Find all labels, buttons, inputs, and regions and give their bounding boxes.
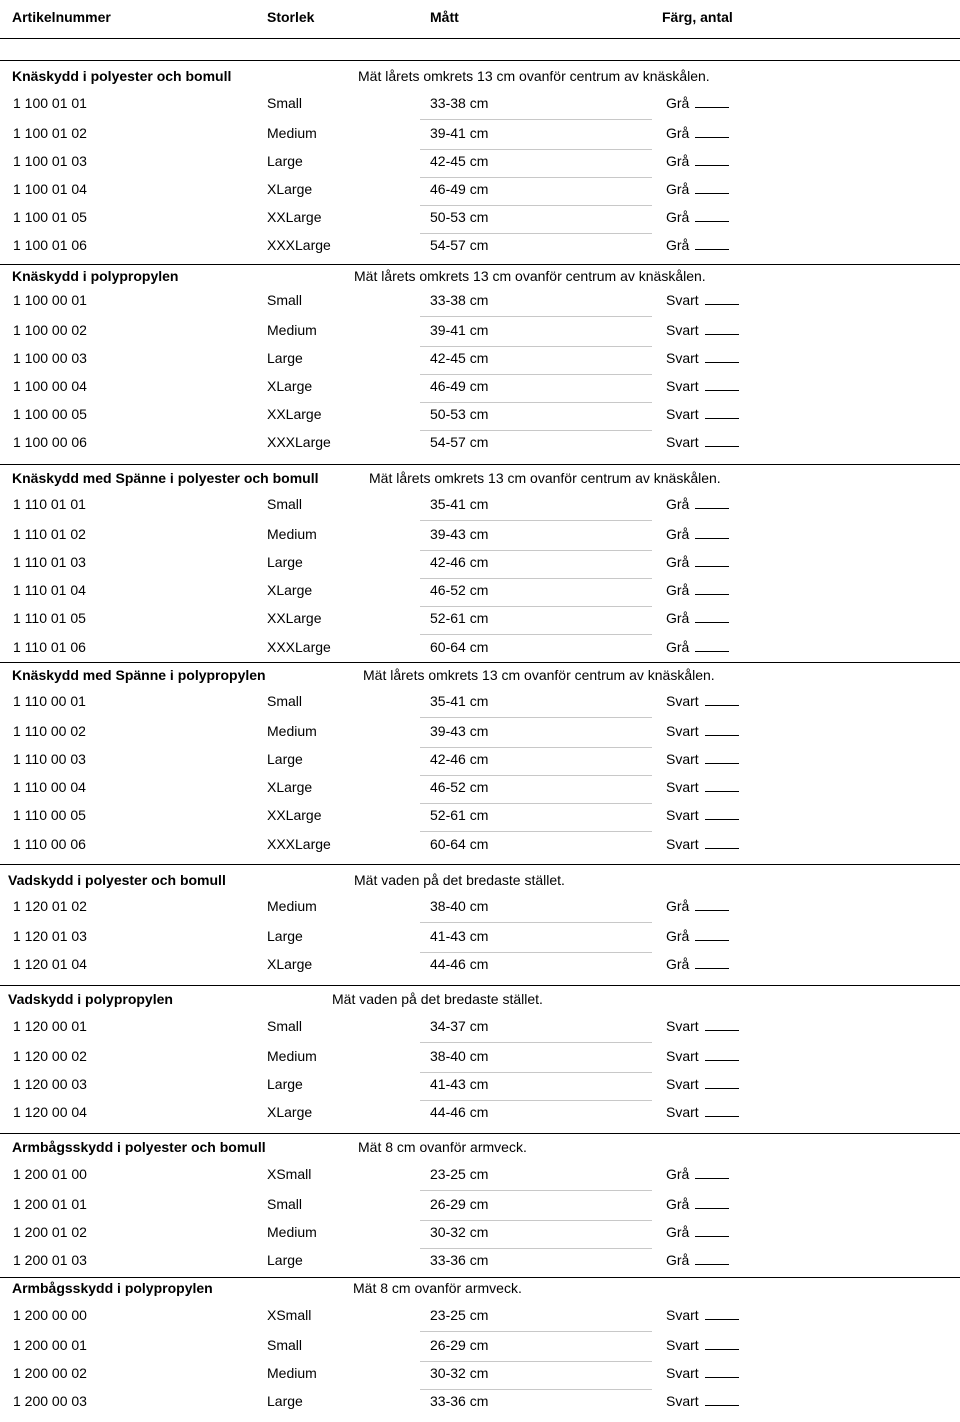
row-color-label: Svart (666, 406, 699, 422)
row-measure: 42-46 cm (430, 751, 489, 767)
row-separator (420, 1389, 652, 1390)
row-size: XXLarge (267, 807, 322, 823)
row-color-label: Grå (666, 526, 690, 542)
row-color-label: Grå (666, 956, 690, 972)
row-measure: 42-46 cm (430, 554, 489, 570)
section-title: Armbågsskydd i polyester och bomull (12, 1139, 266, 1155)
row-color (666, 807, 739, 823)
quantity-blank-field[interactable] (695, 641, 729, 652)
row-article: 1 110 01 06 (13, 639, 86, 655)
row-measure: 38-40 cm (430, 1048, 489, 1064)
quantity-blank-field[interactable] (695, 1198, 729, 1209)
row-separator (420, 233, 652, 234)
row-measure: 46-52 cm (430, 779, 489, 795)
row-article: 1 100 00 02 (13, 322, 87, 338)
row-size: Small (267, 1018, 303, 1034)
row-color (666, 125, 729, 141)
row-measure: 50-53 cm (430, 406, 489, 422)
row-measure: 33-38 cm (430, 292, 489, 308)
quantity-blank-field[interactable] (695, 183, 729, 194)
row-size: Medium (267, 125, 317, 141)
row-separator (420, 149, 652, 150)
row-color-label: Grå (666, 95, 690, 111)
section-measure-note: Mät lårets omkrets 13 cm ovanför centrum av knäskålen. (354, 268, 706, 284)
row-article: 1 200 01 00 (13, 1166, 87, 1182)
row-size: XXXLarge (267, 639, 331, 655)
quantity-blank-field[interactable] (705, 781, 739, 792)
row-measure: 54-57 cm (430, 237, 489, 253)
quantity-blank-field[interactable] (695, 612, 729, 623)
row-color (666, 1048, 739, 1064)
row-color-label: Grå (666, 898, 690, 914)
row-size: XXXLarge (267, 237, 331, 253)
row-color-label: Svart (666, 723, 699, 739)
section-divider (0, 464, 960, 465)
row-article: 1 120 01 03 (13, 928, 87, 944)
row-article: 1 110 01 01 (13, 496, 86, 512)
row-size: XSmall (267, 1166, 312, 1182)
row-color (666, 292, 739, 308)
quantity-blank-field[interactable] (705, 1309, 739, 1320)
row-color (666, 779, 739, 795)
row-color-label: Grå (666, 639, 690, 655)
row-color (666, 1196, 729, 1212)
row-color (666, 1393, 739, 1409)
section-title: Vadskydd i polyester och bomull (8, 872, 226, 888)
row-size: XLarge (267, 582, 313, 598)
row-color (666, 751, 739, 767)
row-color (666, 898, 729, 914)
header-size: Storlek (267, 9, 315, 25)
row-measure: 46-49 cm (430, 378, 489, 394)
row-color-label: Grå (666, 1252, 690, 1268)
row-measure: 46-52 cm (430, 582, 489, 598)
row-color (666, 153, 729, 169)
section-divider (0, 864, 960, 865)
row-color-label: Grå (666, 610, 690, 626)
row-color (666, 95, 729, 111)
quantity-blank-field[interactable] (705, 324, 739, 335)
quantity-blank-field[interactable] (705, 408, 739, 419)
quantity-blank-field[interactable] (695, 239, 729, 250)
row-color (666, 237, 729, 253)
row-size: Large (267, 1076, 303, 1092)
row-measure: 39-43 cm (430, 526, 489, 542)
header-article: Artikelnummer (12, 9, 111, 25)
row-color-label: Svart (666, 693, 699, 709)
row-article: 1 110 00 03 (13, 751, 86, 767)
row-size: Large (267, 1393, 303, 1409)
quantity-blank-field[interactable] (695, 958, 729, 969)
row-color-label: Svart (666, 322, 699, 338)
row-size: XLarge (267, 956, 313, 972)
row-color-label: Svart (666, 1393, 699, 1409)
row-separator (420, 119, 652, 120)
section-measure-note: Mät vaden på det bredaste stället. (354, 872, 565, 888)
row-article: 1 110 00 06 (13, 836, 86, 852)
row-measure: 54-57 cm (430, 434, 489, 450)
row-article: 1 120 00 04 (13, 1104, 87, 1120)
quantity-blank-field[interactable] (705, 1106, 739, 1117)
row-color-label: Svart (666, 1076, 699, 1092)
row-measure: 35-41 cm (430, 496, 489, 512)
row-size: Small (267, 1337, 303, 1353)
section-title: Knäskydd i polypropylen (12, 268, 179, 284)
row-article: 1 110 01 02 (13, 526, 86, 542)
row-size: XXLarge (267, 406, 322, 422)
row-color (666, 406, 739, 422)
row-color (666, 928, 729, 944)
row-separator (420, 1331, 652, 1332)
row-color-label: Grå (666, 928, 690, 944)
row-color (666, 1307, 739, 1323)
row-color-label: Svart (666, 1365, 699, 1381)
quantity-blank-field[interactable] (695, 127, 729, 138)
row-color (666, 322, 739, 338)
row-measure: 38-40 cm (430, 898, 489, 914)
row-separator (420, 1248, 652, 1249)
row-color-label: Svart (666, 807, 699, 823)
row-size: Large (267, 350, 303, 366)
section-title: Vadskydd i polypropylen (8, 991, 173, 1007)
row-color-label: Svart (666, 1337, 699, 1353)
row-size: Medium (267, 1048, 317, 1064)
row-article: 1 110 01 05 (13, 610, 86, 626)
row-article: 1 110 01 04 (13, 582, 86, 598)
row-separator (420, 1042, 652, 1043)
row-article: 1 100 01 06 (13, 237, 87, 253)
quantity-blank-field[interactable] (695, 1168, 729, 1179)
row-article: 1 100 00 01 (13, 292, 87, 308)
row-color-label: Svart (666, 1104, 699, 1120)
section-divider (0, 60, 960, 61)
row-article: 1 200 00 01 (13, 1337, 87, 1353)
row-size: Large (267, 751, 303, 767)
quantity-blank-field[interactable] (705, 436, 739, 447)
quantity-blank-field[interactable] (705, 1050, 739, 1061)
row-color (666, 1224, 729, 1240)
quantity-blank-field[interactable] (705, 294, 739, 305)
row-separator (420, 1190, 652, 1191)
row-color (666, 1252, 729, 1268)
quantity-blank-field[interactable] (695, 498, 729, 509)
row-separator (420, 205, 652, 206)
row-measure: 60-64 cm (430, 639, 489, 655)
row-size: Large (267, 554, 303, 570)
row-separator (420, 831, 652, 832)
section-title: Knäskydd med Spänne i polypropylen (12, 667, 266, 683)
row-size: Small (267, 1196, 303, 1212)
row-color (666, 1166, 729, 1182)
row-measure: 50-53 cm (430, 209, 489, 225)
row-color (666, 181, 729, 197)
row-color-label: Grå (666, 209, 690, 225)
row-article: 1 120 00 02 (13, 1048, 87, 1064)
row-color-label: Svart (666, 836, 699, 852)
quantity-blank-field[interactable] (695, 930, 729, 941)
row-size: XLarge (267, 1104, 313, 1120)
row-separator (420, 402, 652, 403)
quantity-blank-field[interactable] (705, 838, 739, 849)
row-size: Medium (267, 526, 317, 542)
row-separator (420, 346, 652, 347)
header-measure: Mått (430, 9, 459, 25)
row-color (666, 610, 729, 626)
row-separator (420, 316, 652, 317)
row-color (666, 723, 739, 739)
row-size: XXLarge (267, 209, 322, 225)
row-color-label: Grå (666, 554, 690, 570)
row-separator (420, 1361, 652, 1362)
row-separator (420, 803, 652, 804)
row-color-label: Grå (666, 153, 690, 169)
row-size: Small (267, 693, 303, 709)
section-measure-note: Mät lårets omkrets 13 cm ovanför centrum av knäskålen. (358, 68, 710, 84)
section-measure-note: Mät 8 cm ovanför armveck. (353, 1280, 522, 1296)
section-divider (0, 985, 960, 986)
row-color (666, 639, 729, 655)
header-divider (0, 38, 960, 39)
row-article: 1 120 00 01 (13, 1018, 87, 1034)
row-color (666, 434, 739, 450)
section-divider (0, 1133, 960, 1134)
row-article: 1 100 00 04 (13, 378, 87, 394)
row-article: 1 100 01 04 (13, 181, 87, 197)
row-measure: 39-43 cm (430, 723, 489, 739)
row-separator (420, 430, 652, 431)
quantity-blank-field[interactable] (705, 753, 739, 764)
row-color-label: Svart (666, 350, 699, 366)
quantity-blank-field[interactable] (705, 725, 739, 736)
section-divider (0, 1277, 960, 1278)
row-color-label: Grå (666, 237, 690, 253)
section-title: Knäskydd i polyester och bomull (12, 68, 232, 84)
row-measure: 39-41 cm (430, 125, 489, 141)
row-separator (420, 775, 652, 776)
row-color (666, 693, 739, 709)
row-color-label: Grå (666, 1224, 690, 1240)
row-color (666, 582, 729, 598)
row-article: 1 110 01 03 (13, 554, 86, 570)
quantity-blank-field[interactable] (695, 155, 729, 166)
row-article: 1 100 00 03 (13, 350, 87, 366)
row-measure: 42-45 cm (430, 350, 489, 366)
row-separator (420, 1072, 652, 1073)
row-separator (420, 520, 652, 521)
row-article: 1 200 01 01 (13, 1196, 87, 1212)
quantity-blank-field[interactable] (705, 352, 739, 363)
row-separator (420, 177, 652, 178)
row-article: 1 110 00 02 (13, 723, 86, 739)
row-size: Medium (267, 723, 317, 739)
row-measure: 23-25 cm (430, 1307, 489, 1323)
row-article: 1 200 01 03 (13, 1252, 87, 1268)
row-article: 1 100 01 02 (13, 125, 87, 141)
row-size: Small (267, 292, 303, 308)
row-measure: 33-36 cm (430, 1252, 489, 1268)
row-color-label: Grå (666, 1196, 690, 1212)
row-size: Medium (267, 1365, 317, 1381)
row-size: Medium (267, 898, 317, 914)
row-color-label: Svart (666, 1307, 699, 1323)
row-article: 1 200 00 02 (13, 1365, 87, 1381)
row-color (666, 1018, 739, 1034)
row-measure: 39-41 cm (430, 322, 489, 338)
row-article: 1 100 00 06 (13, 434, 87, 450)
row-measure: 23-25 cm (430, 1166, 489, 1182)
row-separator (420, 578, 652, 579)
row-separator (420, 1220, 652, 1221)
row-size: Small (267, 496, 303, 512)
row-size: XLarge (267, 181, 313, 197)
row-measure: 44-46 cm (430, 1104, 489, 1120)
header-color: Färg, antal (662, 9, 733, 25)
quantity-blank-field[interactable] (705, 1020, 739, 1031)
row-separator (420, 634, 652, 635)
quantity-blank-field[interactable] (695, 584, 729, 595)
row-article: 1 120 01 02 (13, 898, 87, 914)
row-size: XLarge (267, 378, 313, 394)
row-color (666, 1104, 739, 1120)
quantity-blank-field[interactable] (705, 1339, 739, 1350)
section-title: Knäskydd med Spänne i polyester och bomull (12, 470, 319, 486)
row-color-label: Grå (666, 1166, 690, 1182)
section-measure-note: Mät vaden på det bredaste stället. (332, 991, 543, 1007)
row-size: XSmall (267, 1307, 312, 1323)
row-measure: 26-29 cm (430, 1337, 489, 1353)
row-measure: 41-43 cm (430, 928, 489, 944)
row-color (666, 956, 729, 972)
section-measure-note: Mät 8 cm ovanför armveck. (358, 1139, 527, 1155)
row-color (666, 554, 729, 570)
quantity-blank-field[interactable] (695, 1226, 729, 1237)
row-article: 1 200 01 02 (13, 1224, 87, 1240)
quantity-blank-field[interactable] (695, 1254, 729, 1265)
row-separator (420, 1100, 652, 1101)
row-color-label: Svart (666, 434, 699, 450)
row-article: 1 110 00 04 (13, 779, 86, 795)
row-article: 1 200 00 00 (13, 1307, 87, 1323)
row-measure: 46-49 cm (430, 181, 489, 197)
row-measure: 44-46 cm (430, 956, 489, 972)
row-article: 1 110 00 05 (13, 807, 86, 823)
quantity-blank-field[interactable] (695, 528, 729, 539)
row-size: Medium (267, 1224, 317, 1240)
row-measure: 42-45 cm (430, 153, 489, 169)
quantity-blank-field[interactable] (695, 556, 729, 567)
quantity-blank-field[interactable] (705, 809, 739, 820)
quantity-blank-field[interactable] (705, 1078, 739, 1089)
row-color-label: Svart (666, 1048, 699, 1064)
row-color-label: Svart (666, 1018, 699, 1034)
row-color (666, 1365, 739, 1381)
row-color (666, 836, 739, 852)
row-measure: 34-37 cm (430, 1018, 489, 1034)
row-size: Large (267, 928, 303, 944)
row-measure: 35-41 cm (430, 693, 489, 709)
quantity-blank-field[interactable] (705, 380, 739, 391)
section-measure-note: Mät lårets omkrets 13 cm ovanför centrum av knäskålen. (363, 667, 715, 683)
quantity-blank-field[interactable] (695, 211, 729, 222)
row-size: XXXLarge (267, 434, 331, 450)
quantity-blank-field[interactable] (695, 900, 729, 911)
row-measure: 33-36 cm (430, 1393, 489, 1409)
row-size: XLarge (267, 779, 313, 795)
quantity-blank-field[interactable] (705, 695, 739, 706)
row-measure: 30-32 cm (430, 1224, 489, 1240)
row-article: 1 200 00 03 (13, 1393, 87, 1409)
row-separator (420, 952, 652, 953)
row-color (666, 1076, 739, 1092)
row-size: Small (267, 95, 303, 111)
row-measure: 41-43 cm (430, 1076, 489, 1092)
row-measure: 26-29 cm (430, 1196, 489, 1212)
row-measure: 52-61 cm (430, 807, 489, 823)
row-color (666, 378, 739, 394)
row-measure: 52-61 cm (430, 610, 489, 626)
section-divider (0, 264, 960, 265)
row-separator (420, 922, 652, 923)
row-size: Large (267, 1252, 303, 1268)
quantity-blank-field[interactable] (695, 97, 729, 108)
row-article: 1 100 01 03 (13, 153, 87, 169)
row-article: 1 100 00 05 (13, 406, 87, 422)
row-color-label: Svart (666, 779, 699, 795)
row-size: Large (267, 153, 303, 169)
row-measure: 33-38 cm (430, 95, 489, 111)
row-measure: 30-32 cm (430, 1365, 489, 1381)
section-measure-note: Mät lårets omkrets 13 cm ovanför centrum av knäskålen. (369, 470, 721, 486)
row-separator (420, 550, 652, 551)
row-measure: 60-64 cm (430, 836, 489, 852)
row-size: XXLarge (267, 610, 322, 626)
row-color-label: Svart (666, 292, 699, 308)
row-color (666, 209, 729, 225)
row-color (666, 496, 729, 512)
row-separator (420, 374, 652, 375)
quantity-blank-field[interactable] (705, 1395, 739, 1406)
row-separator (420, 747, 652, 748)
row-article: 1 100 01 01 (13, 95, 87, 111)
row-color-label: Grå (666, 125, 690, 141)
row-color-label: Grå (666, 496, 690, 512)
row-color-label: Grå (666, 181, 690, 197)
row-separator (420, 717, 652, 718)
section-divider (0, 662, 960, 663)
quantity-blank-field[interactable] (705, 1367, 739, 1378)
row-article: 1 100 01 05 (13, 209, 87, 225)
row-color-label: Svart (666, 751, 699, 767)
row-separator (420, 606, 652, 607)
row-article: 1 110 00 01 (13, 693, 86, 709)
row-size: Medium (267, 322, 317, 338)
row-color (666, 1337, 739, 1353)
row-color (666, 350, 739, 366)
row-size: XXXLarge (267, 836, 331, 852)
row-color-label: Svart (666, 378, 699, 394)
row-color (666, 526, 729, 542)
section-title: Armbågsskydd i polypropylen (12, 1280, 213, 1296)
row-article: 1 120 00 03 (13, 1076, 87, 1092)
row-color-label: Grå (666, 582, 690, 598)
row-article: 1 120 01 04 (13, 956, 87, 972)
